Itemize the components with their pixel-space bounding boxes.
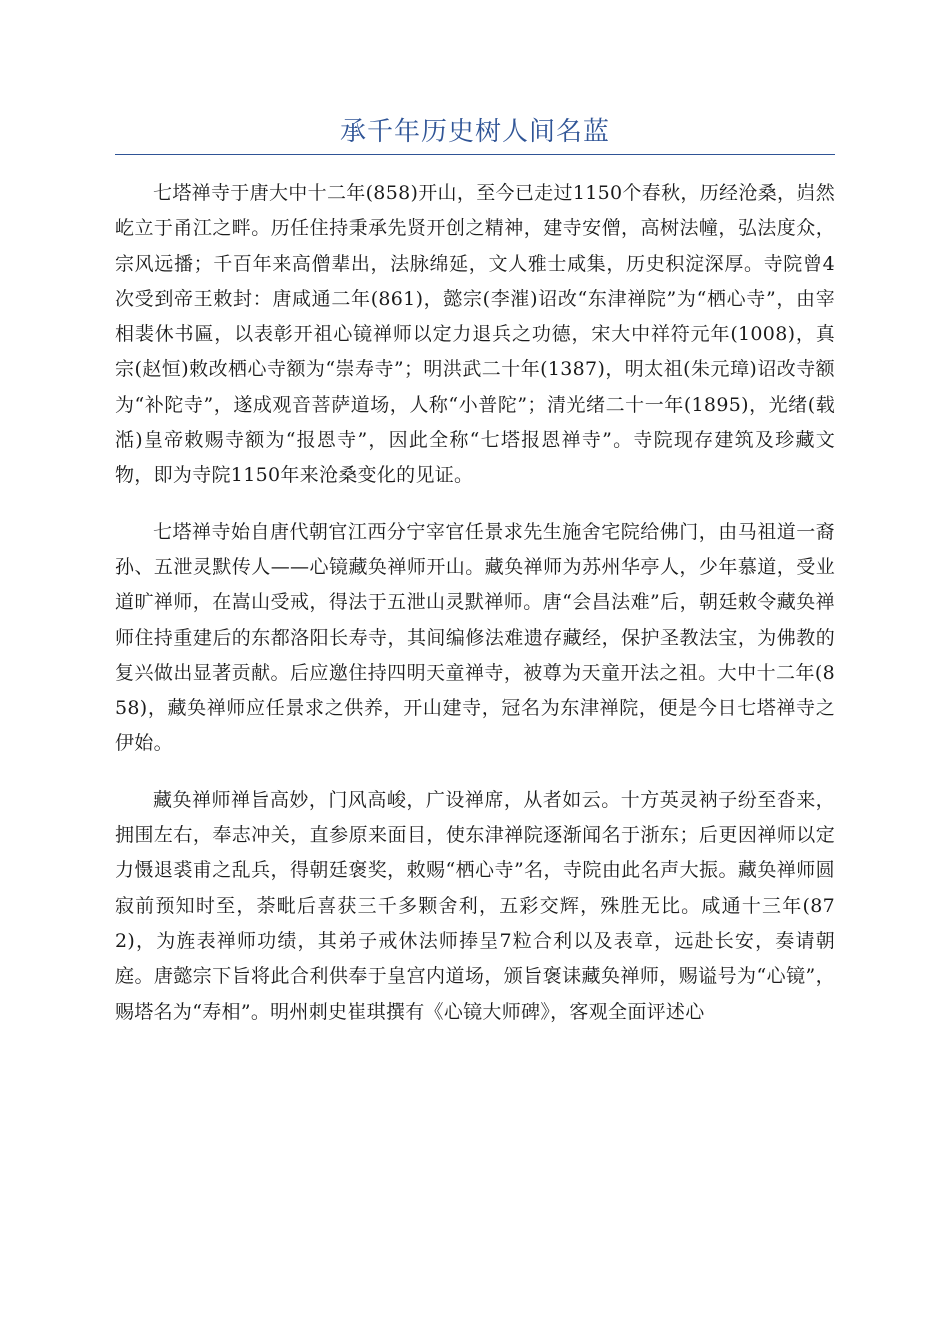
title-underline xyxy=(115,154,835,155)
document-title: 承千年历史树人间名蓝 xyxy=(339,117,610,147)
paragraph-3: 藏奂禅师禅旨高妙，门风高峻，广设禅席，从者如云。十方英灵衲子纷至沓来，拥围左右，奉志冲关，直参原来面目，使东津禅院逐渐闻名于浙东；后更因禅师以定力慑退裘甫之乱兵，得朝廷褒奖，敕赐“栖心寺”名，寺院由此名声大振。藏奂禅师圆寂前预知时至，荼毗后喜获三千多颗舍利，五彩交辉，殊胜无比。咸通十三年(872)，为旌表禅师功绩，其弟子戒休法师捧呈7粒合利以及表章，远赴长安，奏请朝庭。唐懿宗下旨将此合利供奉于皇宫内道场，颁旨褒诔藏奂禅师，赐谥号为“心镜”，赐塔名为“寿相”。明州刺史崔琪撰有《心镜大师碑》，客观全面评述心 xyxy=(115,788,835,1023)
paragraph-1: 七塔禅寺于唐大中十二年(858)开山，至今已走过1150个春秋，历经沧桑，岿然屹立于甬江之畔。历任住持秉承先贤开创之精神，建寺安僧，高树法幢，弘法度众，宗风远播；千百年来高僧辈出，法脉绵延，文人雅士咸集，历史积淀深厚。寺院曾4次受到帝王敕封：唐咸通二年(861)，懿宗(李漼)诏改“东津禅院”为“栖心寺”，由宰相裴休书匾，以表彰开祖心镜禅师以定力退兵之功德，宋大中祥符元年(1008)，真宗(赵恒)敕改栖心寺额为“崇寿寺”；明洪武二十年(1387)，明太祖(朱元璋)诏改寺额为“补陀寺”，遂成观音菩萨道场，人称“小普陀”；清光绪二十一年(1895)，光绪(载湉)皇帝敕赐寺额为“报恩寺”，因此全称“七塔报恩禅寺”。寺院现存建筑及珍藏文物，即为寺院1150年来沧桑变化的见证。 xyxy=(115,182,835,487)
paragraph-2: 七塔禅寺始自唐代朝官江西分宁宰官任景求先生施舍宅院给佛门，由马祖道一裔孙、五泄灵默传人——心镜藏奂禅师开山。藏奂禅师为苏州华亭人，少年慕道，受业道旷禅师，在嵩山受戒，得法于五泄山灵默禅师。唐“会昌法难”后，朝廷敕令藏奂禅师住持重建后的东都洛阳长寿寺，其间编修法难遗存藏经，保护圣教法宝，为佛教的复兴做出显著贡献。后应邀住持四明天童禅寺，被尊为天童开法之祖。大中十二年(858)，藏奂禅师应任景求之供养，开山建寺，冠名为东津禅院，便是今日七塔禅寺之伊始。 xyxy=(115,520,835,755)
document-body xyxy=(115,176,835,1051)
